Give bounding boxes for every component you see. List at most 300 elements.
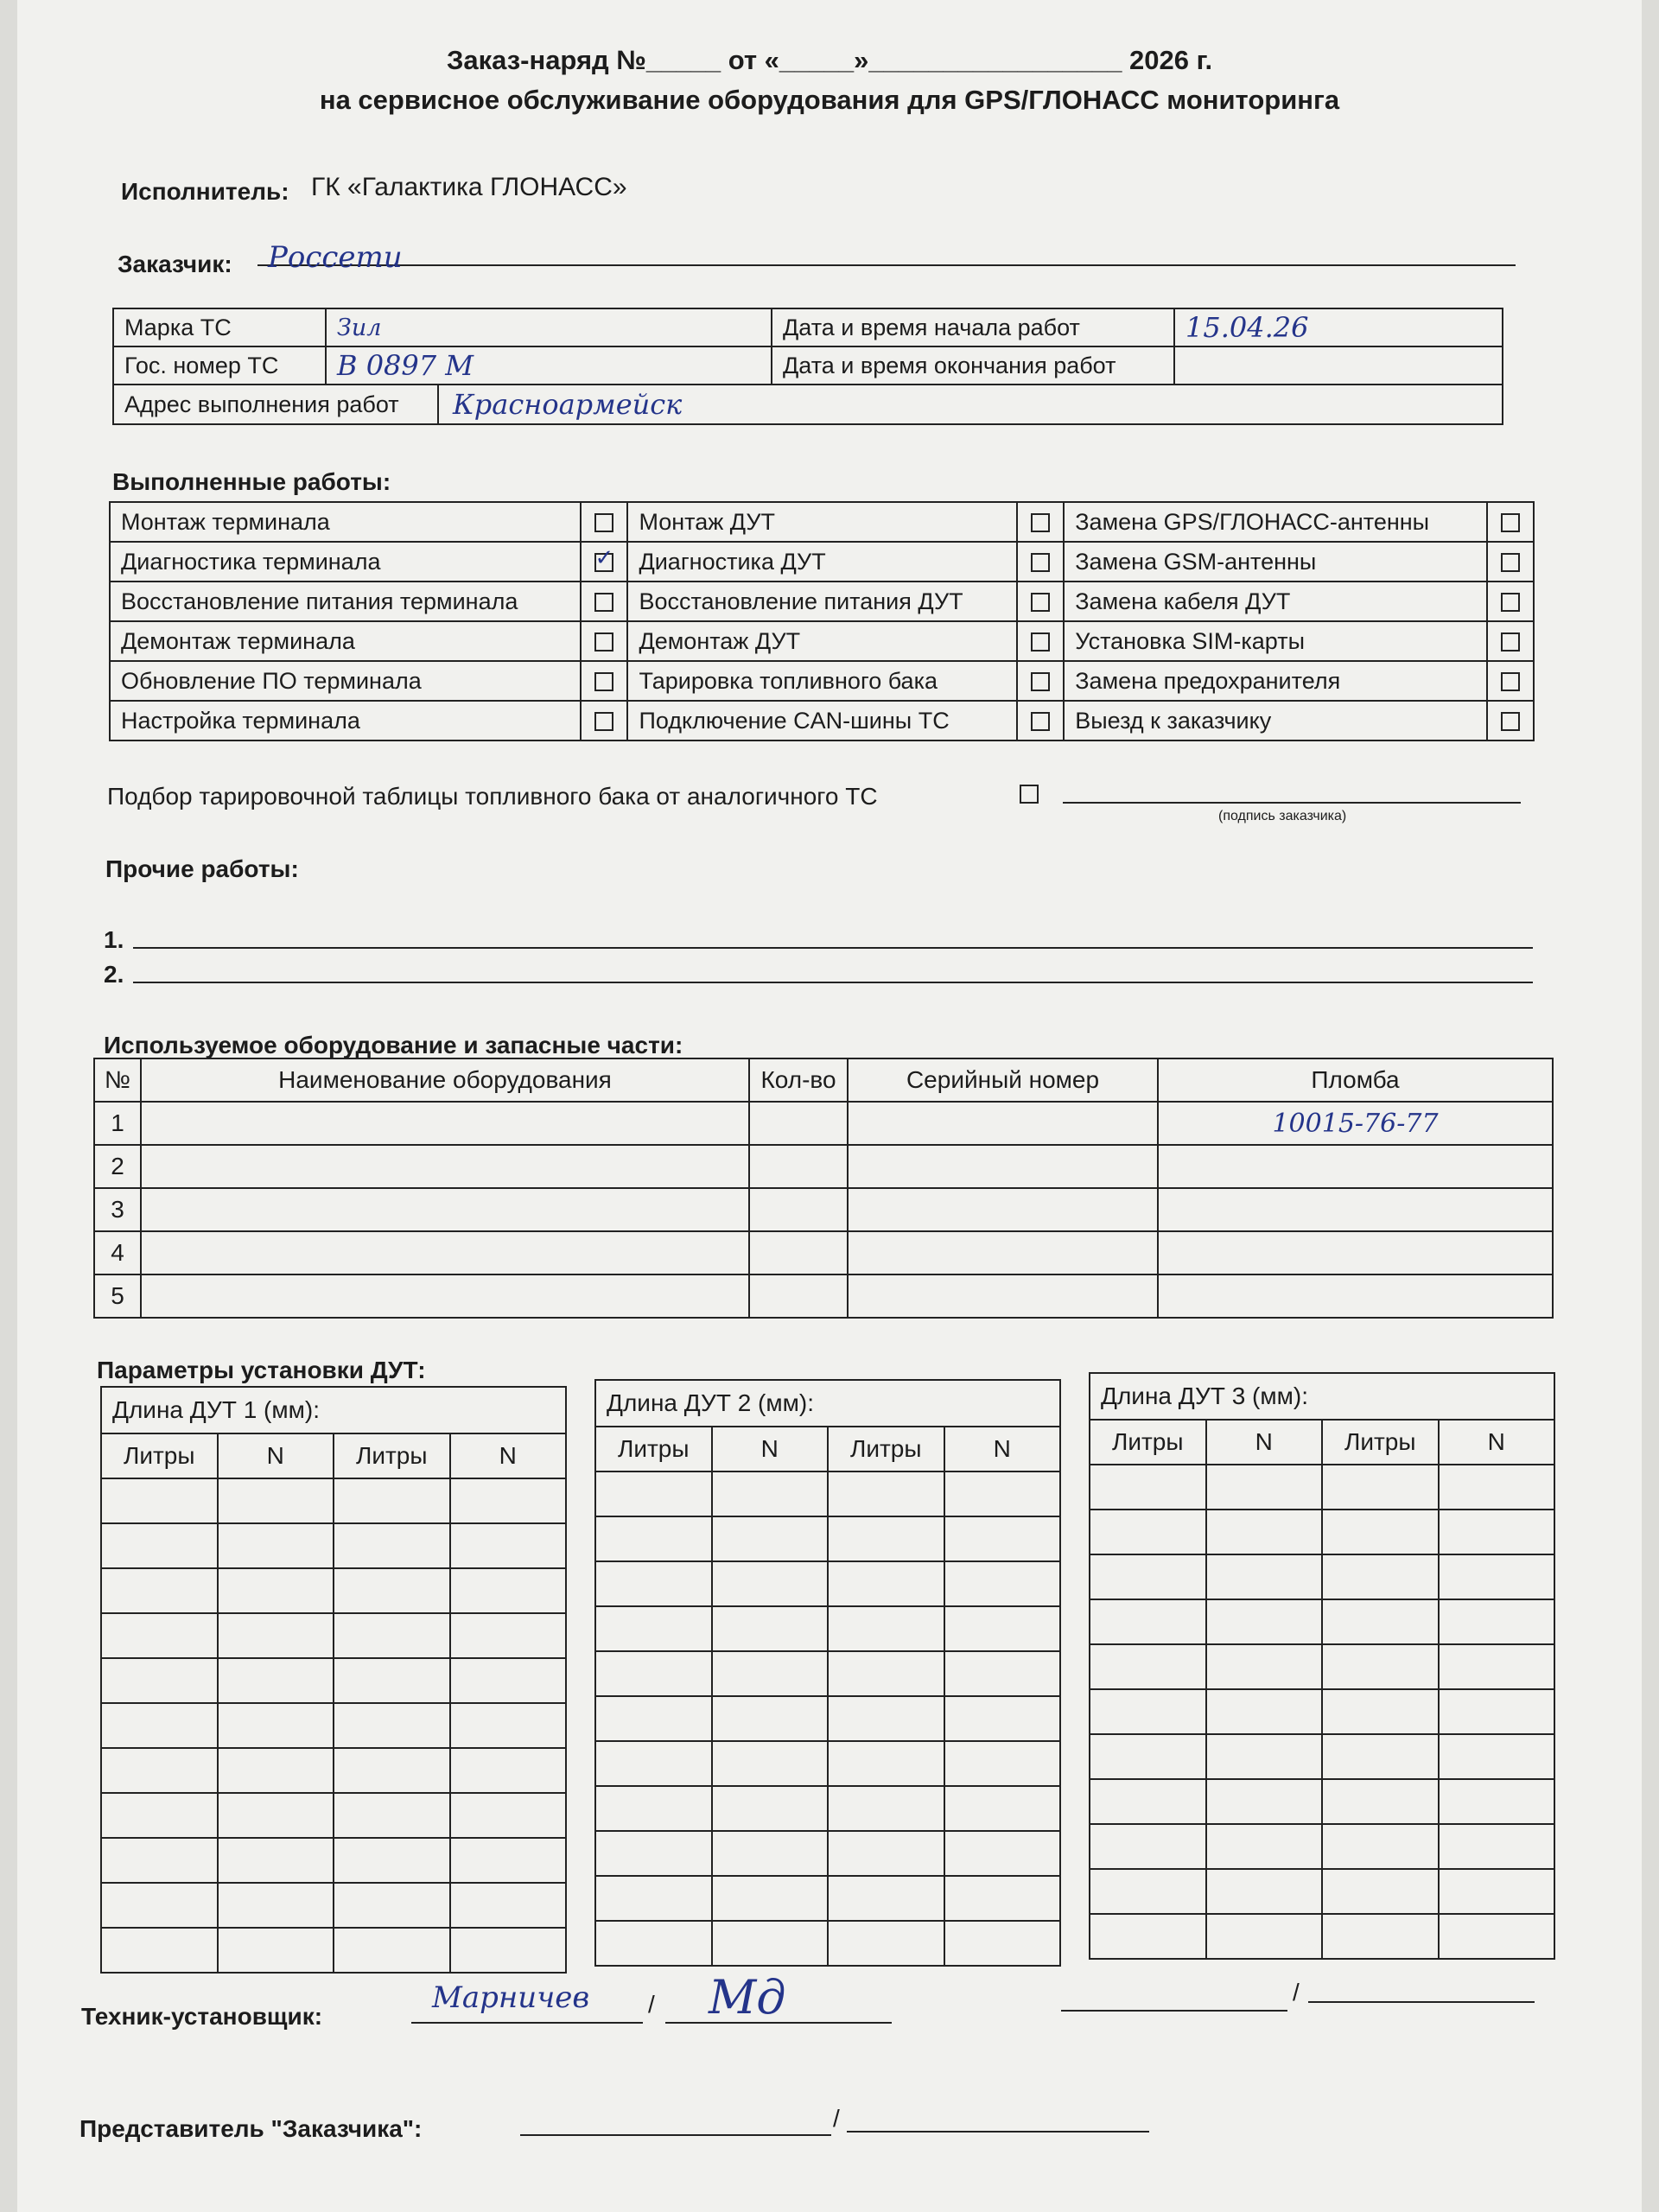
work-checkbox-cell xyxy=(1017,621,1064,661)
dut-row xyxy=(1090,1554,1554,1599)
dut-cell[interactable] xyxy=(712,1786,829,1831)
dut-cell[interactable] xyxy=(101,1478,218,1523)
dut-cell[interactable] xyxy=(101,1613,218,1658)
work-checkbox[interactable] xyxy=(1031,553,1050,572)
dut-cell[interactable] xyxy=(1322,1689,1439,1734)
dut-cell[interactable] xyxy=(1206,1824,1323,1869)
dut-cell[interactable] xyxy=(1090,1779,1206,1824)
work-checkbox[interactable] xyxy=(594,672,613,691)
dut-cell[interactable] xyxy=(218,1748,334,1793)
calibration-checkbox[interactable] xyxy=(1020,785,1039,804)
dut-cell[interactable] xyxy=(101,1748,218,1793)
work-label: Замена GSM-антенны xyxy=(1064,542,1487,582)
representative-slash: / xyxy=(833,2105,840,2132)
equipment-cell[interactable] xyxy=(749,1188,848,1231)
dut-column-header: Литры xyxy=(828,1427,944,1471)
dut-cell[interactable] xyxy=(944,1921,1061,1966)
work-checkbox-checked[interactable] xyxy=(594,544,614,572)
customer-signature-line[interactable] xyxy=(1063,802,1521,804)
work-checkbox[interactable] xyxy=(1501,672,1520,691)
equipment-header: Пломба xyxy=(1158,1058,1553,1102)
technician-name[interactable]: Марничев xyxy=(432,1980,590,2015)
work-label: Восстановление питания ДУТ xyxy=(627,582,1017,621)
dut-cell[interactable] xyxy=(1090,1644,1206,1689)
equipment-row-number: 1 xyxy=(94,1102,141,1145)
dut-cell[interactable] xyxy=(1439,1824,1555,1869)
works-row xyxy=(110,542,1534,582)
customer-value[interactable]: Россети xyxy=(268,240,403,275)
equipment-row xyxy=(94,1231,1553,1274)
dut-cell[interactable] xyxy=(218,1478,334,1523)
work-label: Монтаж ДУТ xyxy=(627,502,1017,542)
dut-cell[interactable] xyxy=(595,1696,712,1741)
dut-row xyxy=(595,1921,1060,1966)
dut-cell[interactable] xyxy=(450,1613,567,1658)
dut-cell[interactable] xyxy=(1206,1599,1323,1644)
equipment-header: Серийный номер xyxy=(848,1058,1158,1102)
works-title: Выполненные работы: xyxy=(112,468,391,495)
dut-row xyxy=(1090,1824,1554,1869)
dut-cell[interactable] xyxy=(1090,1689,1206,1734)
dut-block xyxy=(100,1386,567,1974)
equipment-row-number: 5 xyxy=(94,1274,141,1318)
dut-header-row xyxy=(1090,1420,1554,1465)
dut-cell[interactable] xyxy=(1206,1914,1323,1959)
dut-length-label[interactable]: Длина ДУТ 3 (мм): xyxy=(1089,1372,1555,1419)
dut-cell[interactable] xyxy=(944,1741,1061,1786)
dut-cell[interactable] xyxy=(1322,1734,1439,1779)
order-title-line2: на сервисное обслуживание оборудования для GPS/ГЛОНАСС мониторинга xyxy=(319,85,1340,115)
dut-row xyxy=(1090,1689,1554,1734)
equipment-cell[interactable] xyxy=(749,1102,848,1145)
work-checkbox[interactable] xyxy=(1501,712,1520,731)
work-checkbox-cell xyxy=(1487,661,1534,701)
dut-cell[interactable] xyxy=(101,1883,218,1928)
dut-cell[interactable] xyxy=(334,1478,450,1523)
other-work-line-2[interactable] xyxy=(133,982,1533,983)
equipment-row xyxy=(94,1274,1553,1318)
dut-cell[interactable] xyxy=(101,1928,218,1973)
dut-cell[interactable] xyxy=(450,1568,567,1613)
dut-column-header: N xyxy=(712,1427,829,1471)
dut-cell[interactable] xyxy=(450,1658,567,1703)
equipment-cell[interactable] xyxy=(848,1274,1158,1318)
equipment-cell[interactable] xyxy=(1158,1145,1553,1188)
equipment-cell[interactable] xyxy=(141,1274,749,1318)
work-checkbox[interactable] xyxy=(1501,553,1520,572)
work-checkbox-cell xyxy=(1017,661,1064,701)
dut-cell[interactable] xyxy=(944,1786,1061,1831)
dut-cell[interactable] xyxy=(101,1523,218,1568)
dut-cell[interactable] xyxy=(828,1606,944,1651)
dut-cell[interactable] xyxy=(1322,1824,1439,1869)
dut-cell[interactable] xyxy=(1322,1869,1439,1914)
dut-cell[interactable] xyxy=(712,1741,829,1786)
technician-label: Техник-установщик: xyxy=(81,2003,323,2030)
dut-cell[interactable] xyxy=(712,1876,829,1921)
work-checkbox-cell xyxy=(1017,542,1064,582)
dut-cell[interactable] xyxy=(334,1838,450,1883)
dut-cell[interactable] xyxy=(1322,1914,1439,1959)
technician-slash: / xyxy=(648,1991,655,2018)
executor-value: ГК «Галактика ГЛОНАСС» xyxy=(311,173,627,201)
dut-row xyxy=(1090,1914,1554,1959)
dut-cell[interactable] xyxy=(450,1928,567,1973)
work-checkbox-cell xyxy=(581,621,627,661)
dut-cell[interactable] xyxy=(450,1793,567,1838)
dut-cell[interactable] xyxy=(828,1786,944,1831)
dut-cell[interactable] xyxy=(944,1696,1061,1741)
dut-cell[interactable] xyxy=(595,1831,712,1876)
work-checkbox[interactable] xyxy=(1031,712,1050,731)
dut-block xyxy=(1089,1372,1555,1960)
dut-cell[interactable] xyxy=(712,1606,829,1651)
dut-cell[interactable] xyxy=(1090,1599,1206,1644)
dut-row xyxy=(595,1786,1060,1831)
equipment-row xyxy=(94,1145,1553,1188)
equipment-cell[interactable] xyxy=(848,1188,1158,1231)
dut-row xyxy=(1090,1644,1554,1689)
dut-cell[interactable] xyxy=(218,1793,334,1838)
dut-cell[interactable] xyxy=(334,1928,450,1973)
dut-row xyxy=(1090,1465,1554,1510)
dut-cell[interactable] xyxy=(218,1928,334,1973)
dut-cell[interactable] xyxy=(334,1613,450,1658)
dut-cell[interactable] xyxy=(1322,1510,1439,1554)
dut-cell[interactable] xyxy=(1439,1554,1555,1599)
dut-cell[interactable] xyxy=(450,1478,567,1523)
dut-cell[interactable] xyxy=(595,1921,712,1966)
dut-row xyxy=(595,1741,1060,1786)
work-checkbox[interactable] xyxy=(594,513,613,532)
dut-cell[interactable] xyxy=(1206,1465,1323,1510)
other-work-line-1[interactable] xyxy=(133,947,1533,949)
brand-label: Марка ТС xyxy=(113,308,326,346)
dut-cell[interactable] xyxy=(595,1471,712,1516)
checkmark-icon: ✓ xyxy=(594,544,614,571)
equipment-cell[interactable] xyxy=(1158,1274,1553,1318)
equipment-cell[interactable] xyxy=(141,1102,749,1145)
dut-column-header: Литры xyxy=(1322,1420,1439,1465)
dut-title: Параметры установки ДУТ: xyxy=(97,1357,426,1383)
dut-cell[interactable] xyxy=(334,1748,450,1793)
dut-cell[interactable] xyxy=(944,1561,1061,1606)
dut-cell[interactable] xyxy=(1090,1554,1206,1599)
work-checkbox-cell xyxy=(581,502,627,542)
dut-cell[interactable] xyxy=(1206,1554,1323,1599)
dut-cell[interactable] xyxy=(712,1516,829,1561)
dut-cell[interactable] xyxy=(944,1471,1061,1516)
dut-cell[interactable] xyxy=(1322,1599,1439,1644)
equipment-header-row xyxy=(94,1058,1553,1102)
dut-column-header: N xyxy=(450,1433,567,1478)
work-checkbox-cell xyxy=(1487,542,1534,582)
dut-cell[interactable] xyxy=(944,1516,1061,1561)
dut-cell[interactable] xyxy=(1439,1644,1555,1689)
dut-row xyxy=(101,1928,566,1973)
dut-cell[interactable] xyxy=(1090,1914,1206,1959)
equipment-header: № xyxy=(94,1058,141,1102)
dut-cell[interactable] xyxy=(595,1741,712,1786)
work-label: Обновление ПО терминала xyxy=(110,661,581,701)
dut-cell[interactable] xyxy=(828,1831,944,1876)
equipment-cell[interactable]: 10015-76-77 xyxy=(1158,1102,1553,1145)
work-checkbox-cell xyxy=(1487,621,1534,661)
dut-table xyxy=(594,1426,1061,1967)
dut-cell[interactable] xyxy=(712,1831,829,1876)
dut-cell[interactable] xyxy=(944,1876,1061,1921)
dut-column-header: Литры xyxy=(334,1433,450,1478)
dut-header-row xyxy=(101,1433,566,1478)
dut-column-header: N xyxy=(1206,1420,1323,1465)
dut-row xyxy=(101,1478,566,1523)
dut-cell[interactable] xyxy=(218,1613,334,1658)
work-label: Выезд к заказчику xyxy=(1064,701,1487,741)
work-label: Настройка терминала xyxy=(110,701,581,741)
work-checkbox[interactable] xyxy=(1031,672,1050,691)
dut-cell[interactable] xyxy=(1322,1644,1439,1689)
work-label: Диагностика терминала xyxy=(110,542,581,582)
end-value[interactable] xyxy=(1174,346,1503,385)
dut-cell[interactable] xyxy=(828,1741,944,1786)
dut-cell[interactable] xyxy=(1206,1510,1323,1554)
work-checkbox[interactable] xyxy=(594,593,613,612)
dut-cell[interactable] xyxy=(1439,1914,1555,1959)
dut-cell[interactable] xyxy=(334,1793,450,1838)
dut-cell[interactable] xyxy=(1322,1554,1439,1599)
dut-cell[interactable] xyxy=(1439,1465,1555,1510)
dut-cell[interactable] xyxy=(334,1523,450,1568)
dut-cell[interactable] xyxy=(101,1793,218,1838)
equipment-header: Наименование оборудования xyxy=(141,1058,749,1102)
dut-cell[interactable] xyxy=(1090,1510,1206,1554)
dut-table xyxy=(1089,1419,1555,1960)
dut-cell[interactable] xyxy=(101,1703,218,1748)
dut-cell[interactable] xyxy=(828,1516,944,1561)
work-checkbox[interactable] xyxy=(1501,632,1520,652)
start-value[interactable]: 15.04.26 xyxy=(1174,308,1503,346)
work-checkbox[interactable] xyxy=(594,712,613,731)
equipment-row-number: 4 xyxy=(94,1231,141,1274)
equipment-cell[interactable] xyxy=(141,1145,749,1188)
dut-cell[interactable] xyxy=(1439,1689,1555,1734)
dut-cell[interactable] xyxy=(334,1568,450,1613)
equipment-row-number: 3 xyxy=(94,1188,141,1231)
equipment-cell[interactable] xyxy=(1158,1231,1553,1274)
work-checkbox[interactable] xyxy=(1031,593,1050,612)
end-label: Дата и время окончания работ xyxy=(772,346,1174,385)
vehicle-info-table xyxy=(112,308,1503,425)
customer-line xyxy=(257,264,1516,266)
work-label: Демонтаж ДУТ xyxy=(627,621,1017,661)
dut-cell[interactable] xyxy=(712,1471,829,1516)
work-checkbox-cell xyxy=(581,661,627,701)
extra-sign-line-2[interactable] xyxy=(1308,2001,1535,2003)
dut-cell[interactable] xyxy=(1206,1779,1323,1824)
dut-row xyxy=(101,1703,566,1748)
brand-value[interactable]: Зил xyxy=(326,308,772,346)
dut-column-header: Литры xyxy=(101,1433,218,1478)
dut-header-row xyxy=(595,1427,1060,1471)
dut-cell[interactable] xyxy=(828,1471,944,1516)
dut-row xyxy=(595,1606,1060,1651)
dut-cell[interactable] xyxy=(595,1786,712,1831)
dut-cell[interactable] xyxy=(218,1883,334,1928)
representative-signature-line[interactable] xyxy=(847,2131,1149,2133)
dut-cell[interactable] xyxy=(712,1651,829,1696)
dut-cell[interactable] xyxy=(595,1651,712,1696)
dut-cell[interactable] xyxy=(334,1883,450,1928)
dut-cell[interactable] xyxy=(595,1516,712,1561)
dut-cell[interactable] xyxy=(218,1568,334,1613)
dut-cell[interactable] xyxy=(1439,1510,1555,1554)
dut-cell[interactable] xyxy=(101,1658,218,1703)
dut-row xyxy=(1090,1734,1554,1779)
dut-row xyxy=(595,1651,1060,1696)
dut-cell[interactable] xyxy=(101,1838,218,1883)
dut-length-label[interactable]: Длина ДУТ 2 (мм): xyxy=(594,1379,1061,1426)
dut-cell[interactable] xyxy=(1090,1465,1206,1510)
dut-row xyxy=(595,1561,1060,1606)
dut-table xyxy=(100,1433,567,1974)
dut-cell[interactable] xyxy=(218,1703,334,1748)
dut-cell[interactable] xyxy=(595,1876,712,1921)
work-checkbox-cell xyxy=(1487,582,1534,621)
works-row xyxy=(110,701,1534,741)
representative-label: Представитель "Заказчика": xyxy=(79,2115,423,2142)
dut-cell[interactable] xyxy=(1090,1734,1206,1779)
work-checkbox[interactable] xyxy=(1031,632,1050,652)
dut-cell[interactable] xyxy=(944,1831,1061,1876)
dut-cell[interactable] xyxy=(1439,1599,1555,1644)
other-work-number-2: 2. xyxy=(104,961,124,988)
dut-row xyxy=(1090,1510,1554,1554)
dut-row xyxy=(1090,1779,1554,1824)
dut-cell[interactable] xyxy=(1206,1734,1323,1779)
other-work-number-1: 1. xyxy=(104,926,124,953)
dut-cell[interactable] xyxy=(1439,1869,1555,1914)
dut-cell[interactable] xyxy=(712,1561,829,1606)
technician-name-line xyxy=(411,2022,643,2024)
work-checkbox[interactable] xyxy=(1501,513,1520,532)
dut-cell[interactable] xyxy=(712,1696,829,1741)
dut-row xyxy=(101,1793,566,1838)
dut-cell[interactable] xyxy=(450,1703,567,1748)
representative-name-line[interactable] xyxy=(520,2134,831,2136)
technician-signature[interactable]: Мд xyxy=(709,1970,786,2024)
dut-cell[interactable] xyxy=(218,1658,334,1703)
dut-cell[interactable] xyxy=(1439,1779,1555,1824)
dut-cell[interactable] xyxy=(450,1883,567,1928)
equipment-cell[interactable] xyxy=(1158,1188,1553,1231)
work-label: Замена кабеля ДУТ xyxy=(1064,582,1487,621)
dut-cell[interactable] xyxy=(1090,1824,1206,1869)
work-checkbox[interactable] xyxy=(594,632,613,652)
dut-cell[interactable] xyxy=(828,1651,944,1696)
dut-cell[interactable] xyxy=(828,1561,944,1606)
works-row xyxy=(110,661,1534,701)
dut-row xyxy=(595,1876,1060,1921)
equipment-title: Используемое оборудование и запасные части: xyxy=(104,1032,683,1058)
dut-cell[interactable] xyxy=(828,1921,944,1966)
equipment-cell[interactable] xyxy=(749,1231,848,1274)
equipment-row xyxy=(94,1102,1553,1145)
dut-block xyxy=(594,1379,1061,1967)
dut-cell[interactable] xyxy=(828,1696,944,1741)
dut-cell[interactable] xyxy=(334,1658,450,1703)
address-label: Адрес выполнения работ xyxy=(114,385,439,423)
dut-cell[interactable] xyxy=(1439,1734,1555,1779)
equipment-cell[interactable] xyxy=(848,1102,1158,1145)
equipment-cell[interactable] xyxy=(848,1231,1158,1274)
equipment-cell[interactable] xyxy=(141,1188,749,1231)
work-checkbox-cell xyxy=(1017,582,1064,621)
work-label: Восстановление питания терминала xyxy=(110,582,581,621)
dut-cell[interactable] xyxy=(828,1876,944,1921)
dut-cell[interactable] xyxy=(450,1748,567,1793)
equipment-cell[interactable] xyxy=(848,1145,1158,1188)
dut-cell[interactable] xyxy=(1206,1689,1323,1734)
works-table xyxy=(109,501,1535,741)
dut-cell[interactable] xyxy=(595,1606,712,1651)
dut-cell[interactable] xyxy=(1206,1644,1323,1689)
dut-cell[interactable] xyxy=(218,1523,334,1568)
dut-cell[interactable] xyxy=(218,1838,334,1883)
dut-cell[interactable] xyxy=(1090,1869,1206,1914)
order-title-line1: Заказ-наряд №_____ от «_____»_________________ 2026 г. xyxy=(446,45,1213,75)
equipment-cell[interactable] xyxy=(749,1145,848,1188)
dut-cell[interactable] xyxy=(944,1606,1061,1651)
dut-row xyxy=(595,1471,1060,1516)
dut-row xyxy=(595,1831,1060,1876)
dut-cell[interactable] xyxy=(1322,1779,1439,1824)
works-row xyxy=(110,582,1534,621)
equipment-cell[interactable] xyxy=(749,1274,848,1318)
work-checkbox-cell xyxy=(581,701,627,741)
equipment-cell[interactable] xyxy=(141,1231,749,1274)
work-checkbox[interactable] xyxy=(1031,513,1050,532)
work-checkbox-cell xyxy=(1017,701,1064,741)
signature-caption: (подпись заказчика) xyxy=(1218,809,1347,823)
dut-row xyxy=(101,1523,566,1568)
customer-label: Заказчик: xyxy=(118,251,232,277)
dut-cell[interactable] xyxy=(101,1568,218,1613)
dut-row xyxy=(1090,1869,1554,1914)
dut-length-label[interactable]: Длина ДУТ 1 (мм): xyxy=(100,1386,567,1433)
work-checkbox-cell xyxy=(1487,701,1534,741)
dut-cell[interactable] xyxy=(595,1561,712,1606)
extra-sign-slash: / xyxy=(1293,1979,1300,2005)
works-row xyxy=(110,621,1534,661)
extra-sign-line-1[interactable] xyxy=(1061,2010,1287,2012)
dut-cell[interactable] xyxy=(334,1703,450,1748)
dut-cell[interactable] xyxy=(450,1523,567,1568)
work-checkbox-cell xyxy=(581,542,627,582)
address-value[interactable]: Красноармейск xyxy=(453,388,683,421)
work-checkbox[interactable] xyxy=(1501,593,1520,612)
dut-cell[interactable] xyxy=(944,1651,1061,1696)
dut-cell[interactable] xyxy=(712,1921,829,1966)
work-checkbox-cell xyxy=(581,582,627,621)
work-label: Замена предохранителя xyxy=(1064,661,1487,701)
dut-cell[interactable] xyxy=(1206,1869,1323,1914)
dut-cell[interactable] xyxy=(450,1838,567,1883)
dut-column-header: N xyxy=(1439,1420,1555,1465)
dut-cell[interactable] xyxy=(1322,1465,1439,1510)
plate-value[interactable]: В 0897 М xyxy=(326,346,772,385)
plate-label: Гос. номер ТС xyxy=(113,346,326,385)
dut-row xyxy=(101,1568,566,1613)
